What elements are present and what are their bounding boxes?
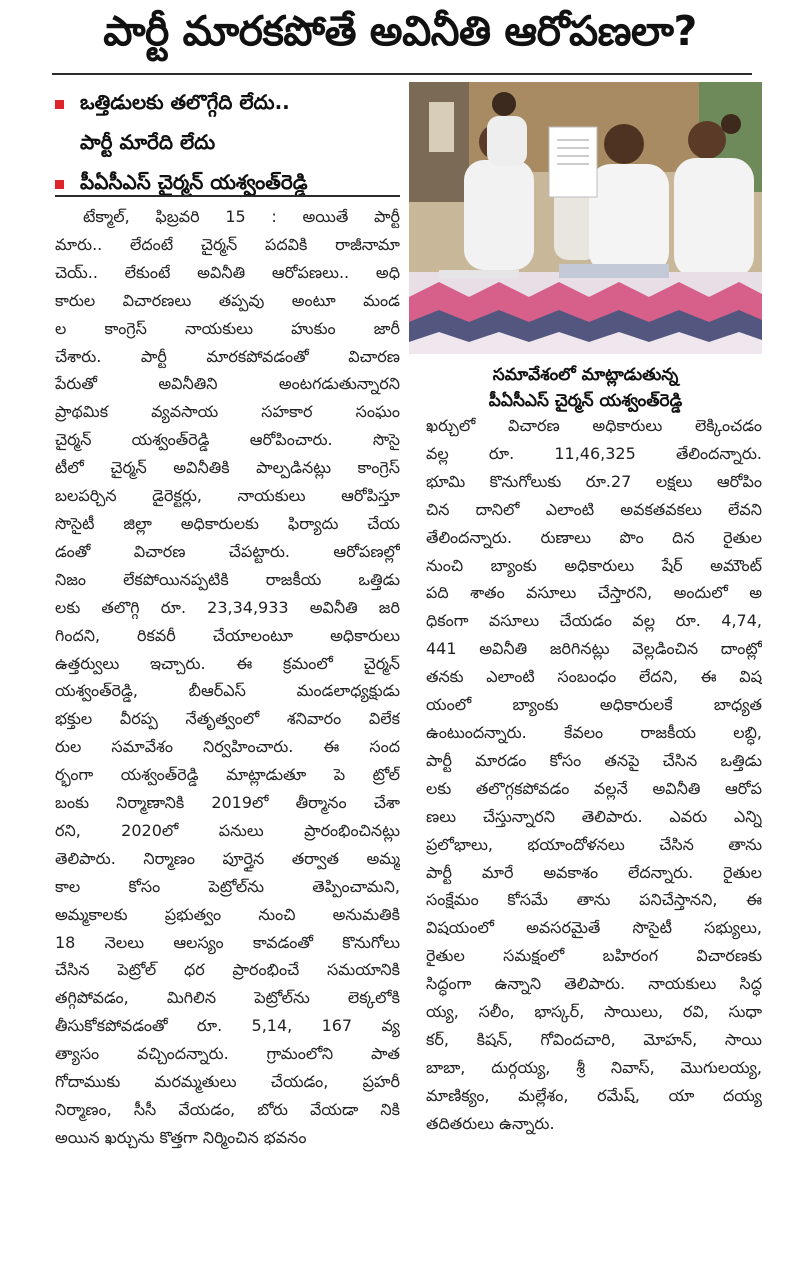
article-line: గిందని, రికవరీ చేయాలంటూ అధికారులు — [55, 625, 400, 645]
article-column-2 — [426, 412, 762, 1138]
article-line: నిర్మాణం, సీసీ వేయడం, బోరు వేయడా నికి — [55, 1100, 400, 1119]
article-line: నుంచి బ్యాంకు అధికారులు షేర్ అమౌంట్ — [426, 555, 762, 575]
article-line: సొసైటీ జిల్లా అధికారులకు ఫిర్యాదు చేయ — [55, 513, 400, 533]
article-line: పేరుతో అవినీతిని అంటగడుతున్నారని — [55, 374, 400, 394]
red-square-bullet-icon — [55, 100, 64, 109]
article-line: ఖర్చులో విచారణ అధికారులు లెక్కించడం — [426, 416, 762, 435]
headline-rule — [52, 73, 752, 75]
article-line: య్య, సలీం, భాస్కర్, సాయిలు, రవి, సుధా — [426, 1002, 762, 1022]
article-line: తనకు ఎలాంటి సంబంధం లేదని, ఈ విష — [426, 667, 762, 687]
article-line: డంతో విచారణ చేపట్టారు. ఆరోపణల్లో — [55, 541, 400, 561]
article-line: రని, 2020లో పనులు ప్రారంభించినట్లు — [55, 820, 400, 840]
article-line: చెయ్.. లేకుంటే అవినీతి ఆరోపణలు.. అధి — [55, 262, 400, 282]
subhead-row-1 — [55, 84, 400, 124]
article-line: టీలో చైర్మన్ అవినీతికి పాల్పడినట్లు కాంగ్రెస్ — [55, 458, 400, 478]
article-line: 441 అవినీతి జరిగినట్లు వెల్లడించిన దాంట్లో — [426, 639, 762, 659]
article-line: చేసిన పెట్రోల్ ధర ప్రారంభించే సమయానికి — [55, 960, 400, 980]
article-line: పది శాతం వసూలు చేస్తారని, అందులో అ — [426, 583, 762, 603]
article-line: టేక్మాల్, ఫిబ్రవరి 15 : అయితే పార్టీ — [83, 207, 400, 226]
article-line: కర్, కిషన్, గోవిందచారి, మోహన్, సాయి — [426, 1029, 762, 1049]
article-line: బలపర్చిన డైరెక్టర్లు, నాయకులు ఆరోపిస్తూ — [55, 486, 400, 506]
article-line: పార్టీ మారడం కోసం తనపై చేసిన ఒత్తిడు — [426, 750, 762, 770]
article-line: రైతుల సమక్షంలో బహిరంగ విచారణకు — [426, 946, 762, 966]
subheads — [55, 84, 400, 204]
article-line: భూమి కొనుగోలుకు రూ.27 లక్షలు ఆరోపిం — [426, 471, 762, 491]
article-line: లకు తలొగ్గి రూ. 23,34,933 అవినీతి జరి — [55, 597, 400, 617]
article-line: అమ్మకాలకు ప్రభుత్వం నుంచి అనుమతికి — [55, 904, 400, 924]
article-line: విషయంలో అవసరమైతే సొసైటీ సభ్యులు, — [426, 918, 762, 938]
article-line: ప్రాథమిక వ్యవసాయ సహకార సంఘం — [55, 402, 400, 422]
subhead-rule — [55, 195, 400, 197]
article-line: భక్తుల వీరప్ప నేతృత్వంలో శనివారం విలేక — [55, 709, 400, 729]
article-line: పార్టీ మారే అవకాశం లేదన్నారు. రైతుల — [426, 862, 762, 882]
subhead-row-3 — [55, 164, 400, 204]
article-line: తదితరులు ఉన్నారు. — [426, 1113, 555, 1133]
article-line: లకు తలొగ్గకపోవడం వల్లనే అవినీతి ఆరోప — [426, 778, 762, 798]
article-line: ర్భంగా యశ్వంత్‌రెడ్డి మాట్లాడుతూ పె ట్రోల్ — [55, 765, 400, 785]
article-line: తగ్గిపోవడం, మిగిలిన పెట్రోల్‌ను లెక్కలోకి — [55, 988, 400, 1008]
article-line: వల్ల రూ. 11,46,325 తేలిందన్నారు. — [426, 443, 762, 463]
article-line: సంక్షేమం కోసమే తాను పనిచేస్తానని, ఈ — [426, 890, 762, 910]
article-line: యంలో బ్యాంకు అధికారులకే బాధ్యత — [426, 695, 762, 715]
headline: పార్టీ మారకపోతే అవినీతి ఆరోపణలా? — [103, 7, 697, 55]
article-line: తెలిపారు. నిర్మాణం పూర్తైన తర్వాత అమ్మ — [55, 848, 400, 868]
caption-line-2: పీఏసీఎస్ చైర్మన్ యశ్వంత్‌రెడ్డి — [488, 391, 683, 411]
article-line: ప్రలోభాలు, భయాందోళనలు చేసిన తాను — [426, 834, 762, 854]
article-line: మాణిక్యం, మల్లేశం, రమేష్, యా దయ్య — [426, 1085, 762, 1105]
subhead-line-3: పీఏసీఎస్ చైర్మన్ యశ్వంత్‌రెడ్డి — [80, 169, 308, 194]
article-line: ధికంగా వసూలు చేయడం వల్ల రూ. 4,74, — [426, 611, 762, 631]
article-line: అయిన ఖర్చును కొత్తగా నిర్మించిన భవనం — [55, 1127, 307, 1147]
article-line: కారుల విచారణలు తప్పవు అంటూ మండ — [55, 290, 400, 310]
article-line: ణలు చేస్తున్నారని తెలిపారు. ఎవరు ఎన్ని — [426, 806, 762, 826]
article-line: యశ్వంత్‌రెడ్డి, బీఆర్ఎస్ మండలాధ్యక్షుడు — [55, 681, 400, 701]
caption-line-1: సమావేశంలో మాట్లాడుతున్న — [492, 365, 679, 385]
news-photo — [409, 82, 762, 354]
article-line: బంకు నిర్మాణానికి 2019లో తీర్మానం చేశా — [55, 793, 400, 813]
article-column-1 — [55, 203, 400, 1152]
red-square-bullet-icon — [55, 180, 64, 189]
article-line: నిజం లేకపోయినప్పటికి రాజకీయ ఒత్తిడు — [55, 569, 400, 589]
article-line: ఉత్తర్వులు ఇచ్చారు. ఈ క్రమంలో చైర్మన్ — [55, 653, 400, 673]
article-line: తీసుకోకపోవడంతో రూ. 5,14, 167 వ్య — [55, 1016, 400, 1036]
article-line: గోదాముకు మరమ్మతులు చేయడం, ప్రహరీ — [55, 1072, 400, 1092]
subhead-line-2: పార్టీ మారేది లేదు — [80, 129, 216, 154]
article-line: ఉంటుందన్నారు. కేవలం రాజకీయ లబ్ధి, — [426, 722, 762, 742]
article-line: కాల కోసం పెట్రోల్‌ను తెప్పించామని, — [55, 876, 400, 896]
article-line: చేశారు. పార్టీ మారకపోవడంతో విచారణ — [55, 346, 400, 366]
photo-caption — [409, 362, 762, 414]
article-line: బాబా, దుర్గయ్య, శ్రీ నివాస్, మొగులయ్య, — [426, 1057, 762, 1077]
article-line: చైర్మన్ యశ్వంత్‌రెడ్డి ఆరోపించారు. సొసై — [55, 430, 400, 450]
article-line: 18 నెలలు ఆలస్యం కావడంతో కొనుగోలు — [55, 932, 400, 952]
subhead-line-1: ఒత్తిడులకు తలొగ్గేది లేదు.. — [80, 89, 290, 114]
article-line: మారు.. లేదంటే చైర్మన్ పదవికి రాజీనామా — [55, 234, 400, 254]
article-line: ల కాంగ్రెస్ నాయకులు హుకుం జారీ — [55, 318, 400, 338]
article-line: సిద్ధంగా ఉన్నాని తెలిపారు. నాయకులు సిద్ధ — [426, 974, 762, 994]
article-line: చిన దానిలో ఎలాంటి అవకతవకలు లేవని — [426, 499, 762, 519]
article-line: రుల సమావేశం నిర్వహించారు. ఈ సంద — [55, 737, 400, 757]
article-line: తేలిందన్నారు. రుణాలు పొం దిన రైతుల — [426, 527, 762, 547]
subhead-row-2 — [55, 124, 400, 164]
article-line: త్యాసం వచ్చిందన్నారు. గ్రామంలోని పాత — [55, 1044, 400, 1064]
